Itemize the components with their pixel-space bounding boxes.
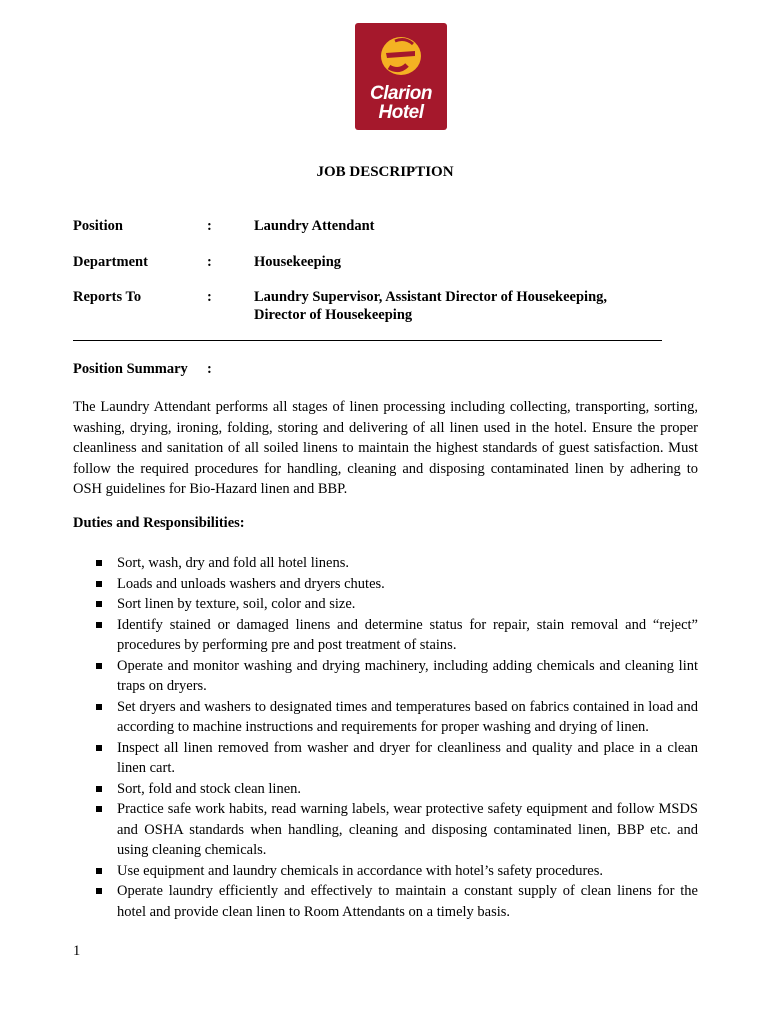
duty-item <box>73 779 698 800</box>
square-bullet-icon <box>96 560 102 566</box>
reports-to-value-line-1: Laundry Supervisor, Assistant Director of Housekeeping, <box>254 289 608 305</box>
position-value: Laundry Attendant <box>254 218 375 234</box>
duty-text: Set dryers and washers to designated times and temperatures based on fabrics contained in load and according to machine instructions and requirements for proper washing and drying of linen. <box>117 698 698 735</box>
square-bullet-icon <box>96 786 102 792</box>
reports-to-colon: : <box>207 289 212 305</box>
duty-text: Loads and unloads washers and dryers chutes. <box>117 575 385 592</box>
position-summary-text: The Laundry Attendant performs all stages of linen processing including collecting, transporting, sorting, washing, drying, ironing, folding, storing and delivering of all linen used in the hotel. Ensure the proper cleanliness and sanitation of all soiled linens to maintain the highest standards of guest satisfaction. Must follow the required procedures for handling, cleaning and disposing contaminated linen by adhering to OSH guidelines for Bio-Hazard linen and BBP. <box>73 399 698 497</box>
duty-text: Sort, wash, dry and fold all hotel linens. <box>117 555 349 571</box>
duty-item <box>73 881 698 922</box>
square-bullet-icon <box>96 868 102 874</box>
duty-item <box>73 697 698 738</box>
department-colon: : <box>207 254 212 270</box>
duty-text: Operate laundry efficiently and effectively to maintain a constant supply of clean linens for the hotel and provide clean linen to Room Attendants on a timely basis. <box>117 883 698 920</box>
duty-text: Identify stained or damaged linens and determine status for repair, stain removal and “reject” procedures by performing pre and post treatment of stains. <box>117 616 698 653</box>
duty-text: Sort linen by texture, soil, color and size. <box>117 596 356 612</box>
square-bullet-icon <box>96 888 102 894</box>
reports-to-value-line-2: Director of Housekeeping <box>254 307 413 323</box>
duty-item <box>73 594 698 615</box>
document-title: JOB DESCRIPTION <box>316 164 454 180</box>
duty-text: Practice safe work habits, read warning labels, wear protective safety equipment and follow MSDS and OSHA standards when handling, cleaning and disposing contaminated linen, BBP etc. and using cleaning chemicals. <box>117 801 698 858</box>
reports-to-label: Reports To <box>73 289 142 305</box>
position-summary-heading: Position Summary <box>73 361 188 377</box>
square-bullet-icon <box>96 581 102 587</box>
department-value: Housekeeping <box>254 254 342 270</box>
square-bullet-icon <box>96 663 102 669</box>
duty-item <box>73 574 698 595</box>
position-label: Position <box>73 218 123 234</box>
square-bullet-icon <box>96 601 102 607</box>
duties-heading: Duties and Responsibilities: <box>73 515 245 531</box>
duty-item <box>73 799 698 861</box>
duty-item <box>73 738 698 779</box>
duty-text: Sort, fold and stock clean linen. <box>117 780 302 797</box>
duty-text: Inspect all linen removed from washer and dryer for cleanliness and quality and place in a clean linen cart. <box>117 739 698 776</box>
duty-text: Use equipment and laundry chemicals in accordance with hotel’s safety procedures. <box>117 862 603 879</box>
square-bullet-icon <box>96 704 102 710</box>
square-bullet-icon <box>96 806 102 812</box>
logo-line-2: Hotel <box>378 102 424 123</box>
clarion-hotel-logo <box>355 23 447 130</box>
position-summary-colon: : <box>207 361 212 377</box>
logo-line-1: Clarion <box>370 83 432 104</box>
square-bullet-icon <box>96 622 102 628</box>
duty-text: Operate and monitor washing and drying machinery, including adding chemicals and cleaning lint traps on dryers. <box>117 657 698 694</box>
department-label: Department <box>73 254 148 270</box>
duty-item <box>73 615 698 656</box>
duty-item <box>73 861 698 882</box>
page-number: 1 <box>73 943 81 959</box>
duties-list <box>73 553 698 922</box>
duty-item <box>73 553 698 574</box>
section-divider <box>73 340 662 341</box>
duty-item <box>73 656 698 697</box>
square-bullet-icon <box>96 745 102 751</box>
position-colon: : <box>207 218 212 234</box>
